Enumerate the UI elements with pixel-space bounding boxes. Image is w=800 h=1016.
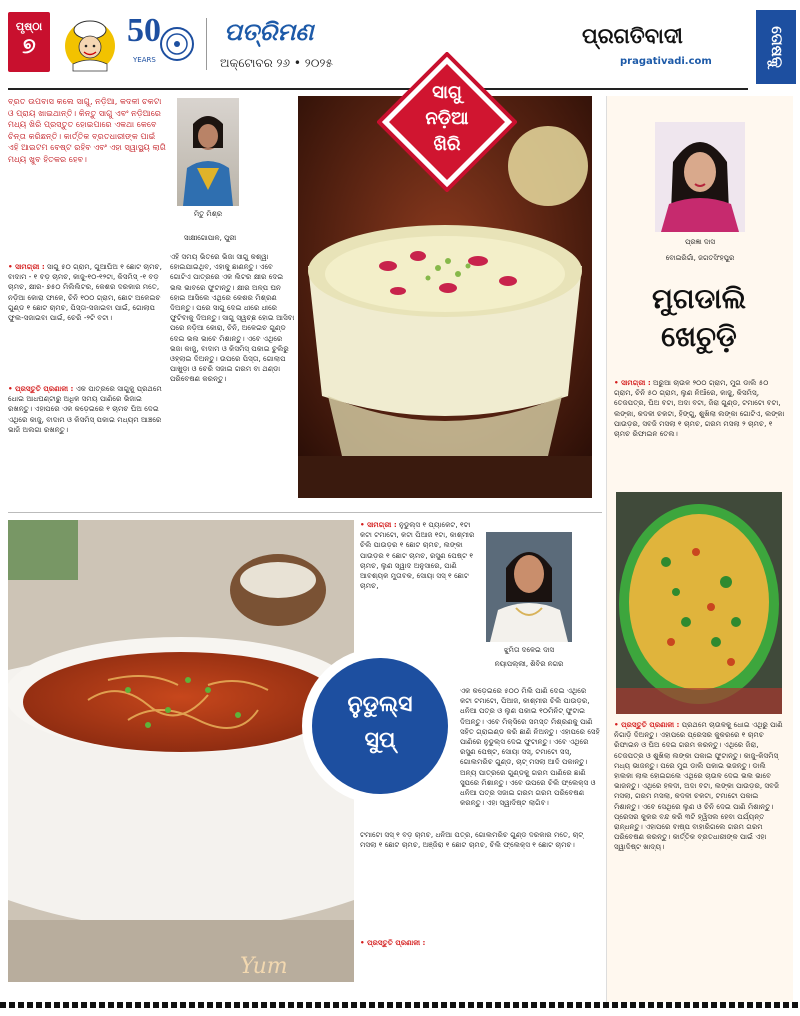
muga-title-line-1: ମୁଗଡାଲି <box>652 282 746 315</box>
noodle-ingredients-continued: ଟମାଟୋ ସସ୍ ୧ ବଡ଼ ଚାମଚ, ଧନିଆ ପତ୍ର, ଗୋଲମରିଚ ଗୁଣ୍ଡ ଦରକାର ମତେ, ଚାଟ୍ ମସଲା ୧ ଛୋଟ ଚାମଚ, ଅଞ୍ଜିରା ୧ ଛୋଟ ଚାମଚ, ଚିଲି ଫ୍ଲେକ୍ସ ୧ ଛୋଟ ଚାମଚ। <box>360 830 584 850</box>
sagu-author-photo <box>177 98 239 206</box>
masthead: ପ୍ରଗତିବାଦୀ <box>582 24 683 48</box>
years-label: YEARS <box>133 56 156 64</box>
sagu-title-badge <box>377 52 517 192</box>
issue-date: ଅକ୍ଟୋବର ୨୬ • ୨୦୨୫ <box>220 56 333 70</box>
page-number: ୭ <box>22 34 36 59</box>
sagu-method-continued: ଏହି ସମୟ ଭିତରେ ଭିଜା ସାଗୁ କଶ୍ୱା ହୋଇଯାଇଥିବ, ଏହାକୁ ଛାଣନ୍ତୁ। ଏବେ ଗୋଟିଏ ପାତ୍ରରେ ଏକ ଲିଟର କ୍ଷୀର ଦେଇ ଭଲ ଭାବରେ ଫୁଟାନ୍ତୁ। କ୍ଷୀର ଅଳ୍ପ ଘନ ହୋଇ ଆସିଲେ ଏଥିରେ କେଶର ମିଶ୍ରଣ ଦିଅନ୍ତୁ। ପରେ ସାଗୁ ଦେଇ ଧୀରେ ଧୀରେ ଫୁଟିବାକୁ ଦିଅନ୍ତୁ। ସାଗୁ ସ୍ୱଚ୍ଛ ହୋଇ ଆସିବା ପରେ ନଡ଼ିଆ କୋରା, ଚିନି, ଅଳେଇଚ ଗୁଣ୍ଡ ଦେଇ ଭଲ ଭାବେ ମିଶାନ୍ତୁ। ଏବେ ଏଥିରେ ଭଜା କାଜୁ, ବାଦାମ ଓ କିସମିସ୍ ପକାଇ ଚୁଲିରୁ ଓହ୍ଲାଇ ଦିଅନ୍ତୁ। ଉପରେ ପିସ୍ତା, ଗୋଲାପ ପାଖୁଡ଼ା ଓ ଚେରି ସଜାଇ ଗରମ ବା ଥଣ୍ଡା ପରିବେଷଣ କରନ୍ତୁ। <box>170 252 295 384</box>
muga-ingredients-text: ଅରୁଆ ଚାଉଳ ୨୦୦ ଗ୍ରାମ, ମୁଗ ଡାଲି ୫୦ ଗ୍ରାମ, ଚିନି ୫୦ ଗ୍ରାମ, ଲୁଣ ନିଆଁରେ, କାଜୁ, କିସମିସ୍, ତେଜପତ୍ର, ଘିଅ ବଟା, ଅଦା ବଟା, ଜିରା ଗୁଣ୍ଡ, ଟମାଟୋ ବଟା, ଲଙ୍କା, କଦଳୀ ଚକଟା, ହିଙ୍ଗୁ, ଶୁଖିଲା ଲଙ୍କା ଗୋଟିଏ, ଲଙ୍କା ପାଉଡ଼ର, ସବଜି ମସଲା ୧ ଚାମଚ, ଗରମ ମସଲା ୨ ଚାମଚ, ୧ ଚାମଚ ରିଫାଇନ ତେଲ। <box>614 378 785 439</box>
sagu-title-line-1: ସାଗୁ <box>432 82 462 103</box>
muga-title-line-2: ଖେଚୁଡ଼ି <box>661 320 737 353</box>
sagu-ingredients-text: ସାଗୁ ୫୦ ଗ୍ରାମ, ଗୁଆଘିଅ ୧ ଛୋଟ ଚାମଚ, ବାଦାମ - ୧ ବଡ଼ ଚାମଚ, କାଜୁ-୧୦-୧୨ଟା, କିସମିସ୍ -୧ ବଡ଼ ଚାମଚ, କ୍ଷୀର- ୭୫୦ ମିଲିଲିଟର, କେଶର ଦରକାର ମତେ, ନଡ଼ିଆ କୋରା ଫାଳେ, ଚିନି ୧୦୦ ଗ୍ରାମ, ଛୋଟ ଅଳେଇଚ ଗୁଣ୍ଡ ୧ ଛୋଟ ଚାମଚ, ପିସ୍ତା-ସଜାଇବା ପାଇଁ, ଗୋଲାପ ଫୁଲ-ସଜାଇବା ପାଇଁ, ଚେରି -୨ଟି ବଟା। <box>8 262 162 323</box>
muga-author-place: ବୋଇରିଗାଁ, ଜଗତସିଂହପୁର <box>665 254 735 262</box>
noodle-ingredients-label: • ସାମଗ୍ରୀ : <box>360 520 397 529</box>
muga-method <box>614 720 786 853</box>
years-number: 50 <box>127 12 161 49</box>
sagu-method <box>8 384 168 435</box>
side-tab <box>756 10 796 84</box>
noodle-author-name: ଝୁମିତା ଦଳେଇ ଦାସ <box>503 646 555 654</box>
sagu-title-line-2: ନଡ଼ିଆ <box>425 108 469 129</box>
anniversary-logo <box>125 12 200 76</box>
sagu-intro: ବ୍ରତ ଉପବାସ କଲେ ସାଗୁ, ନଡ଼ିଆ, କଦଳୀ ଚକଟା ଓ ପ୍ରାୟ ଖାଇଥାନ୍ତି। କିନ୍ତୁ ସାଗୁ ଏବଂ ନଡ଼ିଆରେ ମଧ୍ୟ ଖିରି ପ୍ରସ୍ତୁତ ହୋଇପାରେ ଏକଥା କେବେ ଚିନ୍ତା କରିଛନ୍ତି। କାର୍ତ୍ତିକ ବ୍ରତଧାରୀଙ୍କ ପାଇଁ ଏହି ଆଇଟମ ବେଷ୍ଟ ରହିବ ଏବଂ ଏହା ସ୍ୱାସ୍ଥ୍ୟ ଲାଗି ମଧ୍ୟ ଖୁବ ହିତକର ହେବ। <box>8 96 167 164</box>
muga-author-name: ପ୍ରଜ୍ଞା ଦାସ <box>685 238 715 246</box>
sagu-method-label: • ପ୍ରସ୍ତୁତି ପ୍ରଣାଳୀ : <box>8 384 74 393</box>
noodle-ingredients <box>360 520 478 591</box>
muga-method-label: • ପ୍ରସ୍ତୁତି ପ୍ରଣାଳୀ : <box>614 720 680 729</box>
noodle-author-place: ନୟାପଲ୍ଲୀ, ଶିବିର ନଗର <box>494 660 564 668</box>
noodle-method-start <box>360 938 600 948</box>
muga-ingredients-label: • ସାମଗ୍ରୀ : <box>614 378 651 387</box>
sagu-ingredients-label: • ସାମଗ୍ରୀ : <box>8 262 45 271</box>
noodle-title-badge <box>302 648 458 804</box>
page-number-box <box>8 12 50 72</box>
page-label: ପୃଷ୍ଠା <box>15 20 43 33</box>
noodle-author-photo <box>486 532 572 642</box>
muga-method-text: ପ୍ରଥମେ ଚାଉଳକୁ ଧୋଇ ଏଥିରୁ ପାଣି ନିଗାଡ଼ି ଦିଅନ୍ତୁ। ଏହାପରେ ପ୍ରେସର କୁକରରେ ୧ ଚାମଚ ରିଫାଇନ ଓ ଘିଅ ଦେଇ ଗରମ କରନ୍ତୁ। ଏଥିରେ ଜିରା, ତେଜପତ୍ର ଓ ଶୁଖିଲା ଲଙ୍କା ପକାଇ ଫୁଟାନ୍ତୁ। କାଜୁ-କିସମିସ୍ ମଧ୍ୟ ଭାଜନ୍ତୁ। ପରେ ମୁଗ ଡାଲି ପକାଇ ଭଜନ୍ତୁ। ଡାଲି ହାଲକା ଲାଲ ହୋଇଗଲେ ଏଥିରେ ଚାଉଳ ଦେଇ ଭଲ ଭାବେ ଭାଜନ୍ତୁ। ଏଥିରେ ହଳଦୀ, ଅଦା ବଟା, ଲଙ୍କା ପାଉଡ଼ର, ସବଜି ମସଲା, ଗରମ ମସଲା, କଦଳୀ ଚକଟା, ଟମାଟୋ ପକାଇ ମିଶାନ୍ତୁ। ଏବେ ସେଥିରେ ଲୁଣ ଓ ଚିନି ଦେଇ ପାଣି ମିଶାନ୍ତୁ। ପ୍ରେସର କୁକର ବନ୍ଦ କରି ୩ଟି ହ୍ୱିସଲ ହେବା ପର୍ଯ୍ୟନ୍ତ ରାନ୍ଧନ୍ତୁ। ଏହାପରେ ବାଷ୍ପ ବାହାରିଗଲେ ଗରମ ଗରମ ପରିବେଷଣ କରନ୍ତୁ। କାର୍ତ୍ତିକ ବ୍ରତଧାରୀଙ୍କ ପାଇଁ ଏହା ସ୍ୱାଦିଷ୍ଟ ଖାଦ୍ୟ। <box>614 720 783 852</box>
khechudi-photo <box>616 492 782 714</box>
noodle-title-line-2: ସୁପ୍ <box>364 728 396 753</box>
noodle-title-line-1: ନୁଡୁଲ୍ସ <box>347 692 413 717</box>
sagu-method-text: ଏକ ପାତ୍ରରେ ସାଗୁକୁ ପ୍ରଥମେ ଧୋଇ ଆଧଘଣ୍ଟାରୁ ଅଧିକ ସମୟ ପାଣିରେ ଭିଜାଇ ରଖନ୍ତୁ। ଏହାପରେ ଏକ କଡ଼େଇରେ ୧ ଚାମଚ ଘିଅ ଦେଇ ଏଥିରେ କାଜୁ, ବାଦାମ ଓ କିସମିସ୍ ପକାଇ ମଧ୍ୟମ ଆଞ୍ଚରେ ଭାଜି ଅଲଗା ରଖନ୍ତୁ। <box>8 384 162 434</box>
muga-author-photo <box>655 122 745 232</box>
supplement-title: ପତ୍ରିମଣ <box>224 18 314 46</box>
noodle-ingredients-text: ନୁଡୁଲ୍ସ ୧ ପ୍ୟାକେଟ, ୧ଟା କଟା ଟମାଟୋ, କଟା ପିଆଜ ୧ଟା, କାଶ୍ମୀର ଚିଲି ପାଉଡ଼ର ୧ ଛୋଟ ଚାମଚ, ଲଙ୍କା ପାଉଡ଼ର ୧ ଛୋଟ ଚାମଚ, ରସୁଣ ପେଷ୍ଟ ୧ ଚାମଚ, ଲୁଣ ସ୍ୱାଦ ଅନୁସାରେ, ପାଣି ଆବଶ୍ୟକ ମୁତାବକ, ସୋୟା ସସ୍ ୧ ଛୋଟ ଚାମଚ, <box>360 520 475 591</box>
muga-title <box>606 280 792 356</box>
sagu-ingredients <box>8 262 168 323</box>
sagu-author-name: ମିତୁ ମିଶ୍ର <box>193 210 223 218</box>
chef-logo <box>60 16 120 72</box>
sagu-author-place: ସାକ୍ଷୀଗୋପାଳ, ପୁରୀ <box>183 234 237 242</box>
noodle-method-label: • ପ୍ରସ୍ତୁତି ପ୍ରଣାଳୀ : <box>360 938 426 947</box>
muga-ingredients <box>614 378 786 439</box>
footer-registration-marks <box>0 1002 800 1008</box>
noodle-method-continued: ଏକ କଡ଼େଇରେ ୫୦୦ ମିଲି ପାଣି ଦେଇ ଏଥିରେ କଟା ଟମାଟୋ, ପିଆଜ, କାଶ୍ମୀର ଚିଲି ପାଉଡ଼ର, ଧନିଆ ପତ୍ର ଓ ଲୁଣ ପକାଇ ୧୦ମିନିଟ୍ ଫୁଟାଇ ଦିଅନ୍ତୁ। ଏବେ ମିକ୍ସିରେ ସମସ୍ତ ମିଶ୍ରଣକୁ ପାଣି ସହିତ ଗ୍ରାଇଣ୍ଡ କରି ଛାଣି ନିଅନ୍ତୁ। ଏହାପରେ ସେହି ପାଣିରେ ନୁଡୁଲ୍ସ ଦେଇ ଫୁଟାନ୍ତୁ। ଏବେ ଏଥିରେ ରସୁଣ ପେଷ୍ଟ, ସୋୟା ସସ୍, ଟମାଟୋ ସସ୍, ଗୋଲମରିଚ ଗୁଣ୍ଡ, ଚାଟ୍ ମସଲା ଆଦି ପକାନ୍ତୁ। ଅନ୍ୟ ପାତ୍ରରେ ଗୁଣ୍ଡକୁ ଗରମ ପାଣିରେ ଛାଣି ସୁପରେ ମିଶାନ୍ତୁ। ଏବେ ଉପରେ ଚିଲି ଫ୍ଲେକ୍ସ ଓ ଧନିଆ ପତ୍ର ସଜାଇ ଗରମ ଗରମ ପରିବେଷଣ କରନ୍ତୁ। ଏହା ସ୍ୱାଦିଷ୍ଟ ଲାଗିବ। <box>460 686 600 808</box>
side-tab-label: ତୋଷକୁ <box>768 26 786 68</box>
website: pragativadi.com <box>620 56 712 67</box>
sagu-title-line-3: ଖିରି <box>433 134 461 155</box>
yum-watermark: Yum <box>240 954 288 979</box>
